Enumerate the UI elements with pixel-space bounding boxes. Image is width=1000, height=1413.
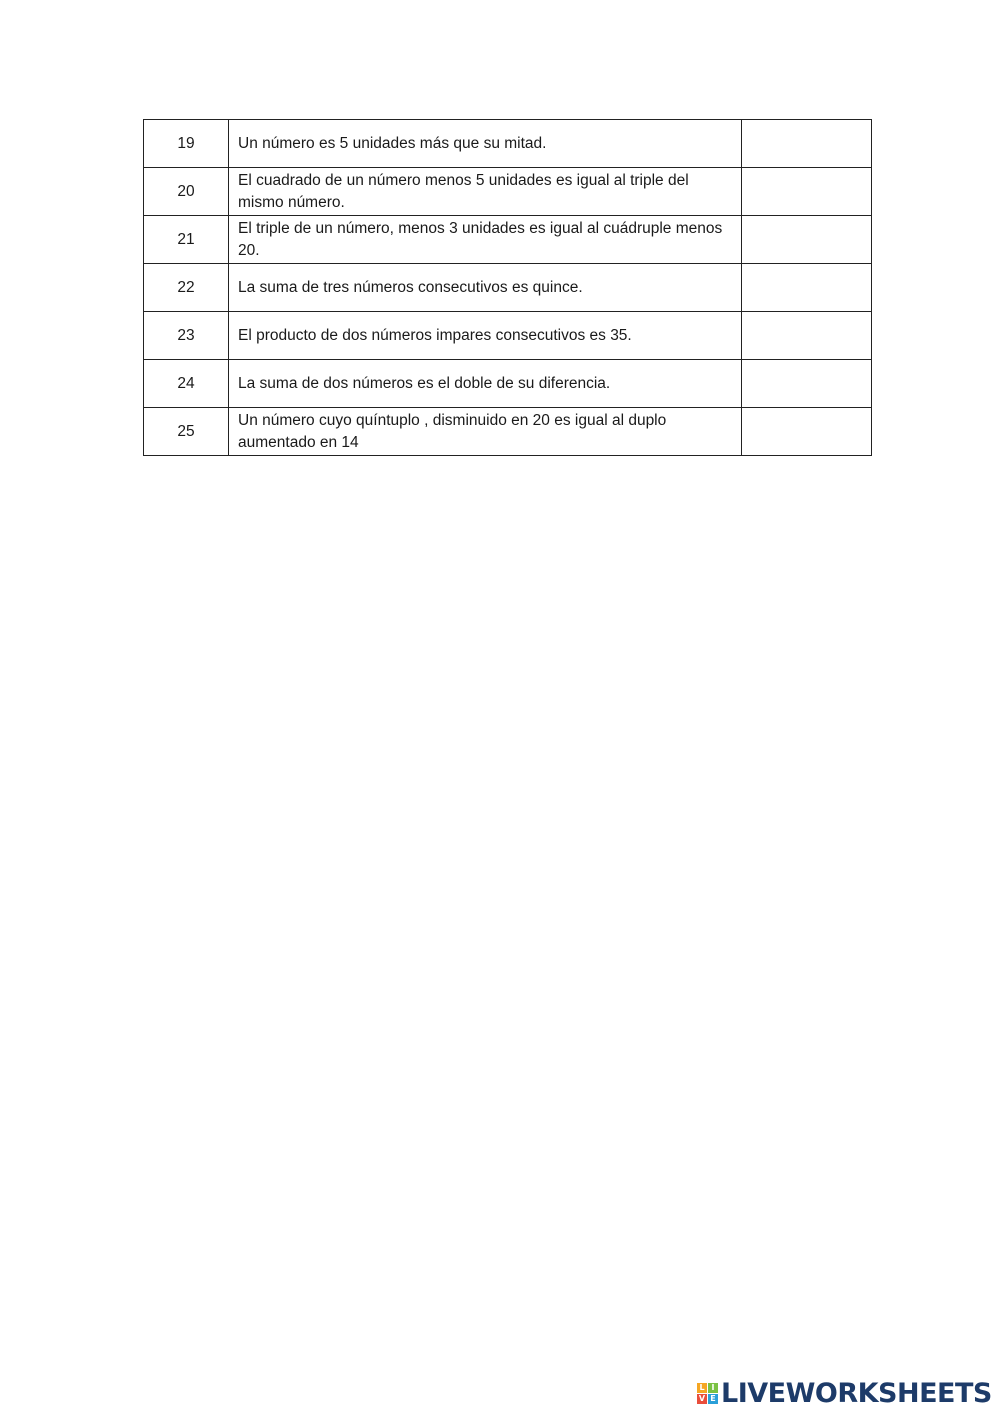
logo-mark-letter: E [708, 1394, 718, 1404]
answer-box[interactable] [742, 264, 871, 311]
answer-cell[interactable] [742, 168, 872, 216]
exercise-statement: La suma de tres números consecutivos es quince. [229, 264, 742, 312]
logo-mark-letter: I [708, 1383, 718, 1393]
answer-cell[interactable] [742, 408, 872, 456]
table-row [144, 360, 872, 408]
answer-cell[interactable] [742, 120, 872, 168]
answer-box[interactable] [742, 216, 871, 263]
answer-cell[interactable] [742, 264, 872, 312]
exercise-statement: La suma de dos números es el doble de su diferencia. [229, 360, 742, 408]
logo-mark-letter: L [697, 1383, 707, 1393]
liveworksheets-logo-icon [697, 1383, 718, 1404]
exercise-number: 19 [144, 120, 229, 168]
exercise-number: 24 [144, 360, 229, 408]
logo-text: LIVEWORKSHEETS [721, 1377, 992, 1409]
answer-cell[interactable] [742, 216, 872, 264]
answer-box[interactable] [742, 120, 871, 167]
exercise-number: 20 [144, 168, 229, 216]
exercise-statement: Un número es 5 unidades más que su mitad. [229, 120, 742, 168]
answer-box[interactable] [742, 360, 871, 407]
exercise-number: 21 [144, 216, 229, 264]
answer-cell[interactable] [742, 312, 872, 360]
table-row [144, 216, 872, 264]
answer-box[interactable] [742, 312, 871, 359]
exercise-number: 22 [144, 264, 229, 312]
table-row [144, 312, 872, 360]
exercise-table [143, 119, 872, 456]
answer-cell[interactable] [742, 360, 872, 408]
logo-mark-letter: V [698, 1393, 706, 1403]
table-row [144, 120, 872, 168]
table-row [144, 408, 872, 456]
answer-box[interactable] [742, 408, 871, 455]
exercise-statement: Un número cuyo quíntuplo , disminuido en 20 es igual al duplo aumentado en 14 [229, 408, 742, 456]
exercise-statement: El cuadrado de un número menos 5 unidades es igual al triple del mismo número. [229, 168, 742, 216]
liveworksheets-logo [697, 1378, 992, 1408]
answer-box[interactable] [742, 168, 871, 215]
exercise-statement: El producto de dos números impares consecutivos es 35. [229, 312, 742, 360]
exercise-number: 25 [144, 408, 229, 456]
exercise-statement: El triple de un número, menos 3 unidades es igual al cuádruple menos 20. [229, 216, 742, 264]
table-row [144, 264, 872, 312]
table-row [144, 168, 872, 216]
exercise-number: 23 [144, 312, 229, 360]
